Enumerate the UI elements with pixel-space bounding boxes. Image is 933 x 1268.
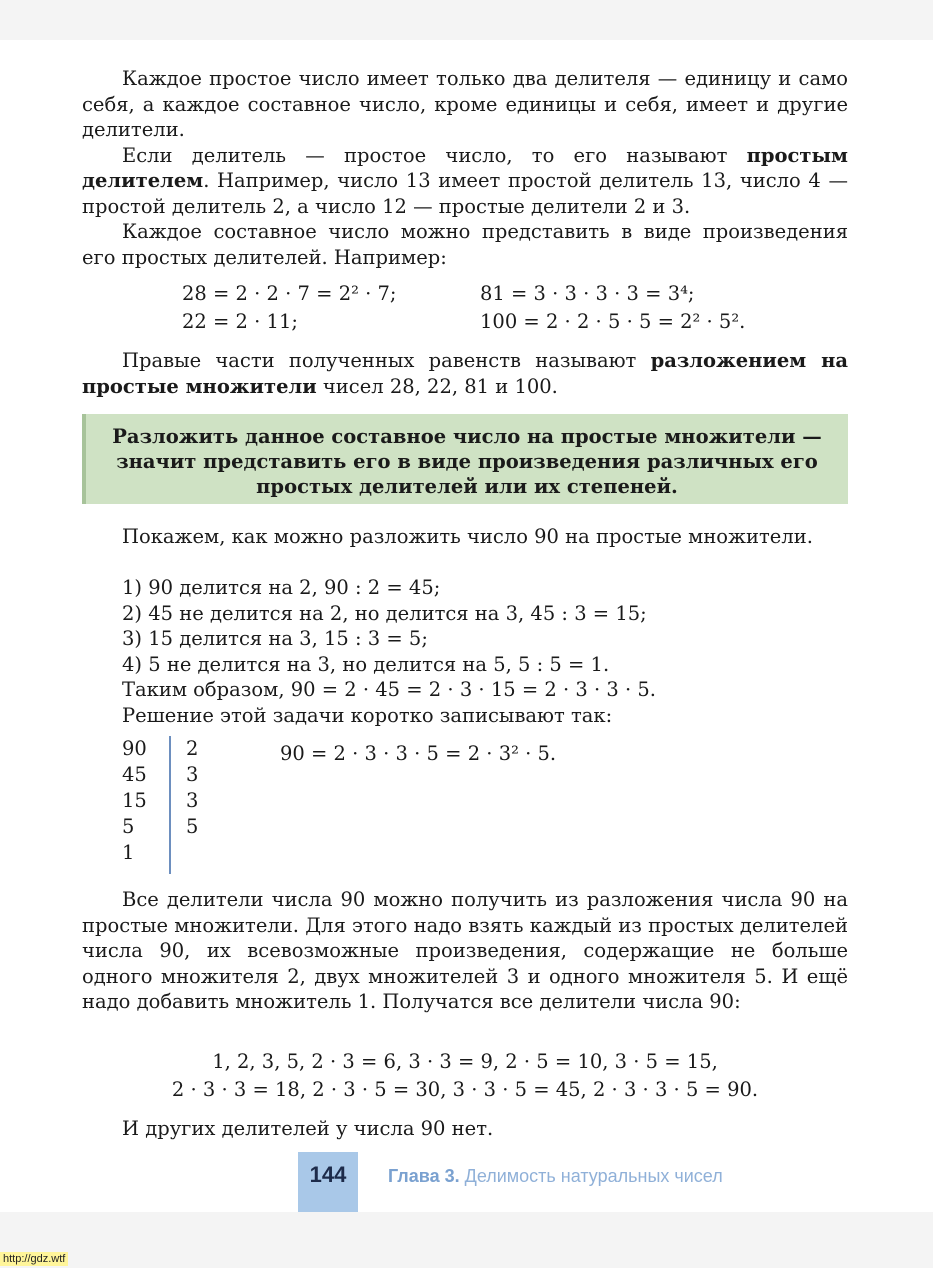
conclusion: Таким образом, 90 = 2 · 45 = 2 · 3 · 15 = 2 · 3 · 3 · 5. (122, 678, 656, 701)
paragraph-2: Если делитель — простое число, то его называют простым делителем. Например, число 13 имеет простой делитель 13, число 4 — простой делитель 2, а число 12 — простые делители 2 и 3. (82, 143, 848, 218)
term-factorization: разложением на простые множители (82, 349, 848, 398)
example-steps (122, 575, 862, 728)
term-prime-divisor: простым делителем (82, 143, 848, 192)
step-4: 4) 5 не делится на 3, но делится на 5, 5 : 5 = 1. (122, 652, 610, 676)
formula-100: 100 = 2 · 2 · 5 · 5 = 2² · 5². (480, 310, 746, 333)
closing-text: И других делителей у числа 90 нет. (122, 1117, 494, 1140)
intro-text (82, 66, 848, 270)
page-footer (298, 1152, 723, 1212)
page-number: 144 (298, 1152, 358, 1212)
divisors-line-2: 2 · 3 · 3 = 18, 2 · 3 · 5 = 30, 3 · 3 · 5 = 45, 2 · 3 · 3 · 5 = 90. (171, 1078, 759, 1101)
watermark-link[interactable]: http://gdz.wtf (0, 1252, 68, 1266)
short-record-intro: Решение этой задачи коротко записывают так: (122, 703, 613, 727)
factorization-result: 90 = 2 · 3 · 3 · 5 = 2 · 3² · 5. (280, 742, 557, 765)
paragraph-4: Правые части полученных равенств называют разложением на простые множители чисел 28, 22, 81 и 100. (82, 349, 848, 398)
table-row: 90 2 (122, 737, 199, 760)
factorization-text (82, 348, 848, 399)
formula-81: 81 = 3 · 3 · 3 · 3 = 3⁴; (480, 282, 695, 305)
step-3: 3) 15 делится на 3, 15 : 3 = 5; (122, 627, 428, 650)
table-row: 45 3 (122, 763, 199, 786)
step-1: 1) 90 делится на 2, 90 : 2 = 45; (122, 576, 441, 599)
step-2: 2) 45 не делится на 2, но делится на 3, 45 : 3 = 15; (122, 601, 647, 625)
rule-box: Разложить данное составное число на простые множители — значит представить его в виде произведения различных его простых делителей или их степеней. (82, 414, 848, 504)
table-row: 1 (122, 841, 135, 864)
table-row: 15 3 (122, 789, 199, 812)
chapter-title: Глава 3. Делимость натуральных чисел (388, 1165, 723, 1186)
table-row: 5 5 (122, 815, 199, 838)
example-intro: Покажем, как можно разложить число 90 на простые множители. (122, 525, 813, 548)
divisors-list (82, 1048, 848, 1104)
divisors-line-1: 1, 2, 3, 5, 2 · 3 = 6, 3 · 3 = 9, 2 · 5 = 10, 3 · 5 = 15, (212, 1050, 718, 1073)
divisors-text: Все делители числа 90 можно получить из разложения числа 90 на простые множители. Для этого надо взять каждый из простых делителей числа 90, их всевозможные произведения, содержащие не больше одного множителя 2, двух множителей 3 и одного множителя 5. И ещё надо добавить множитель 1. Получатся все делители числа 90: (82, 888, 848, 1013)
division-table (122, 736, 198, 866)
formula-22: 22 = 2 · 11; (182, 310, 298, 333)
paragraph-1: Каждое простое число имеет только два делителя — единицу и само себя, а каждое составное число, кроме единицы и себя, имеет и другие делители. (82, 67, 848, 141)
paragraph-3: Каждое составное число можно представить в виде произведения его простых делителей. Например: (82, 220, 848, 269)
formula-28: 28 = 2 · 2 · 7 = 2² · 7; (182, 282, 397, 305)
example-formulas (182, 280, 802, 336)
divider-line (169, 736, 171, 874)
